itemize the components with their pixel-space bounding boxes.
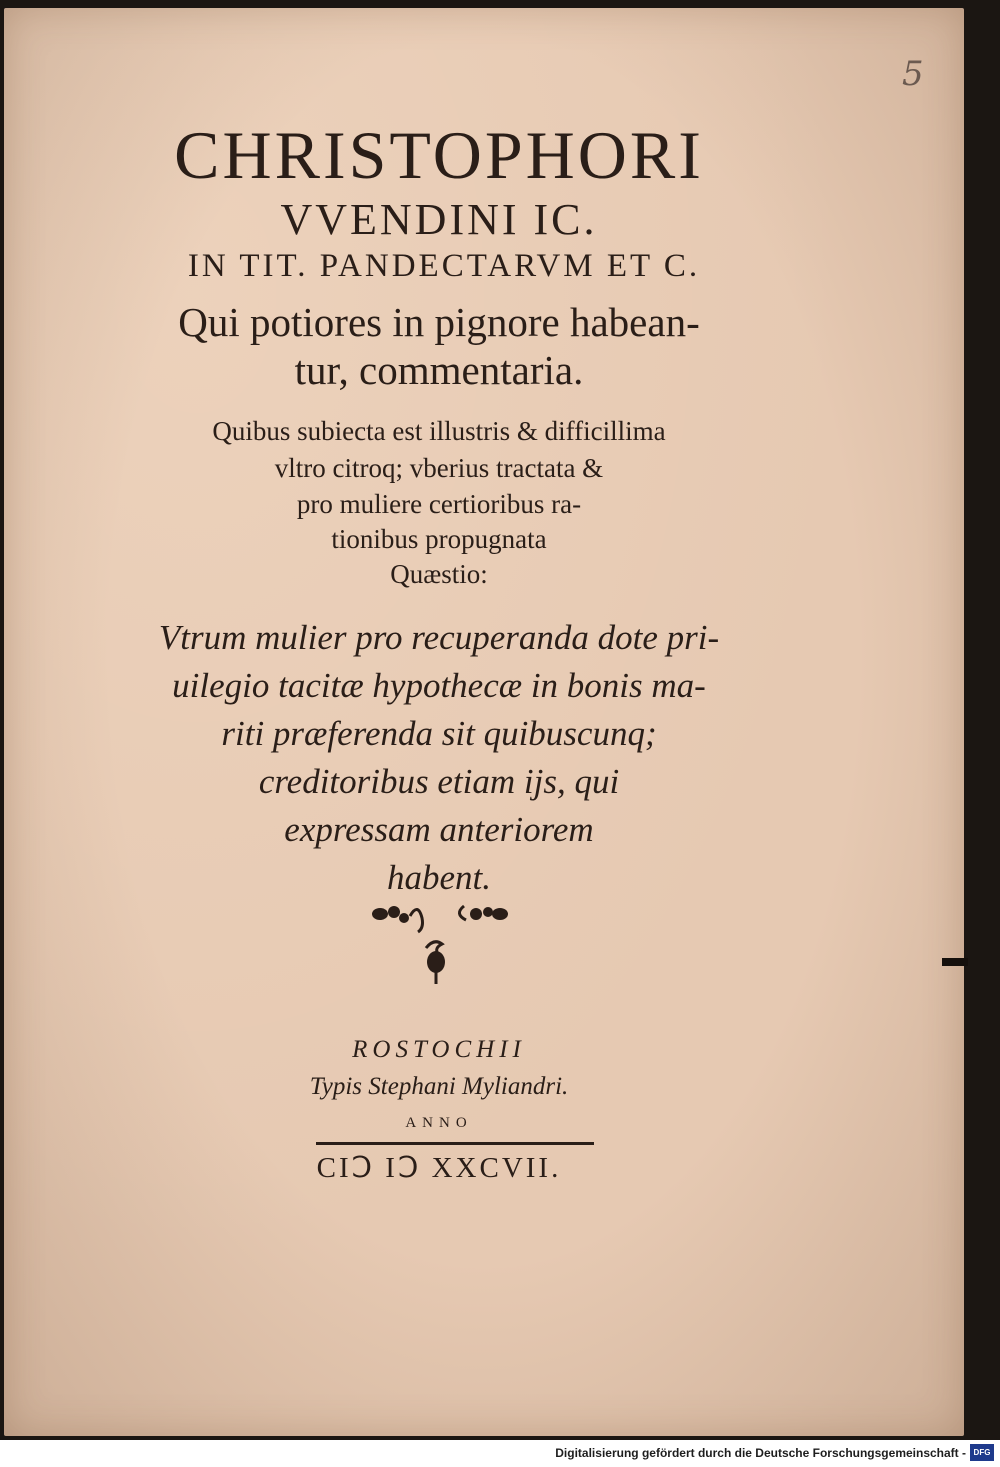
subtitle-line: vltro citroq; vberius tractata &: [274, 453, 604, 483]
imprint-city: ROSTOCHII: [352, 1036, 526, 1063]
imprint-printer: Typis Stephani Myliandri.: [309, 1073, 569, 1100]
author-line-2: VVENDINI IC.: [280, 195, 598, 244]
imprint-year: CIↃ IↃ XXCVII.: [316, 1152, 562, 1184]
question-line: Vtrum mulier pro recuperanda dote pri-: [158, 618, 720, 657]
page-edge-mark: [942, 958, 968, 966]
title-page: [4, 8, 964, 1436]
fleuron-ornament-icon: [364, 896, 524, 988]
footer-credit: Digitalisierung gefördert durch die Deutsche Forschungsgemeinschaft -: [555, 1446, 966, 1460]
author-line-1: CHRISTOPHORI: [174, 117, 704, 193]
subtitle-line: tionibus propugnata: [331, 524, 547, 554]
subject-line: IN TIT. PANDECTARVM ET C.: [187, 248, 701, 284]
imprint-rule: [316, 1142, 594, 1145]
question-line: uilegio tacitæ hypothecæ in bonis ma-: [172, 666, 706, 705]
imprint-anno: ANNO: [405, 1115, 473, 1131]
title-line-2: tur, commentaria.: [294, 347, 584, 393]
title-line-1: Qui potiores in pignore habean-: [178, 299, 700, 345]
question-line: habent.: [386, 858, 491, 897]
dfg-logo-icon[interactable]: DFG: [970, 1444, 994, 1461]
subtitle-line: pro muliere certioribus ra-: [296, 489, 582, 519]
question-line: creditoribus etiam ijs, qui: [258, 762, 620, 801]
folio-number: 5: [902, 54, 924, 94]
question-line: riti præferenda sit quibuscunq;: [221, 714, 657, 753]
footer-bar: [0, 1440, 1000, 1467]
question-line: expressam anteriorem: [284, 810, 594, 849]
subtitle-line: Quæstio:: [390, 559, 488, 589]
subtitle-line: Quibus subiecta est illustris & difficillima: [212, 416, 666, 446]
